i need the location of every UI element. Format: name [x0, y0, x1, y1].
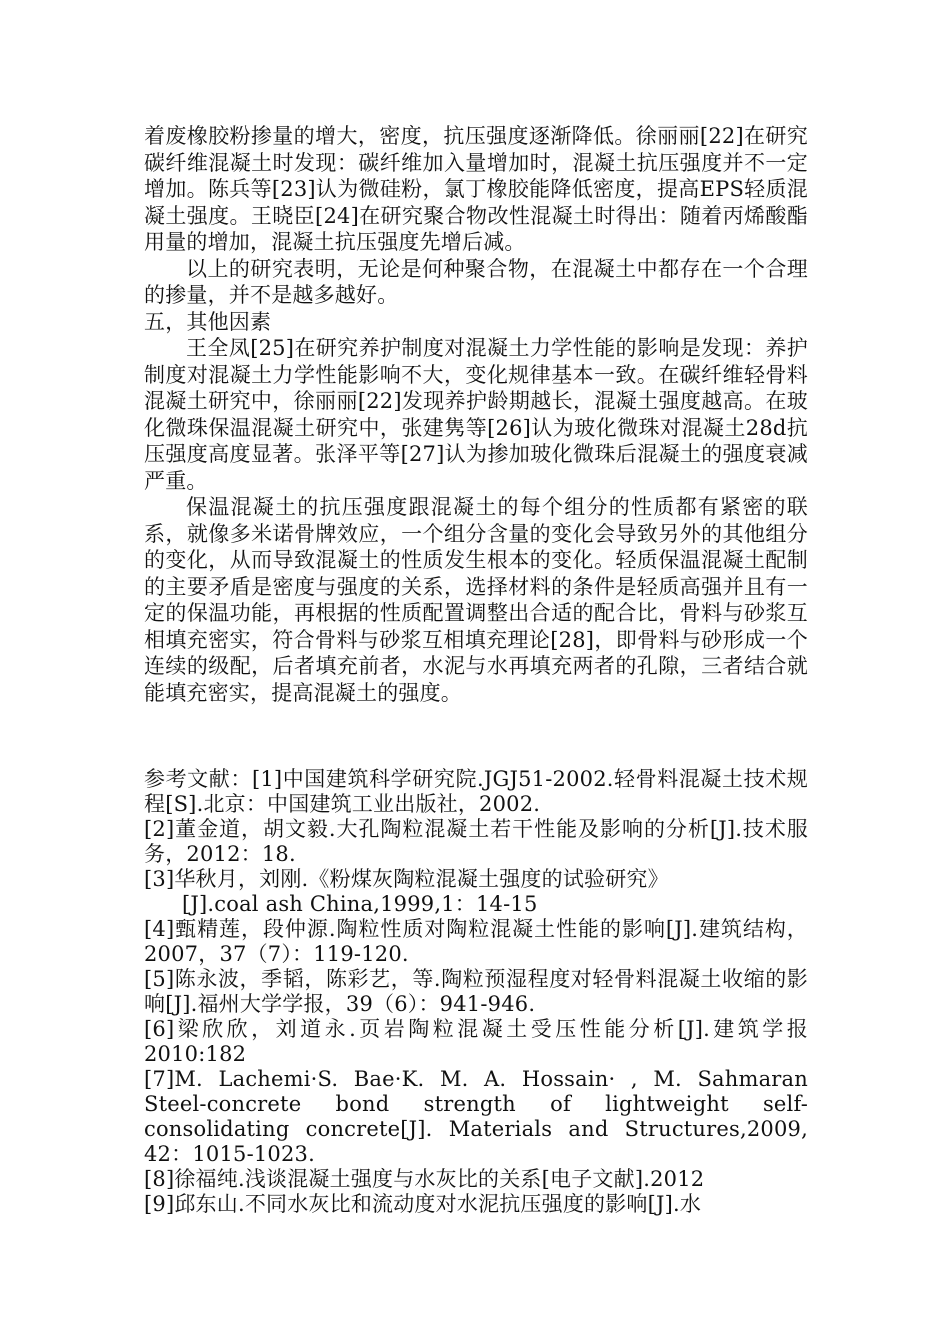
reference-7: [7]M. Lachemi·S. Bae·K. M. A. Hossain· , M. Sahmaran Steel-concrete bond strength of lightweight self-consolidating concrete[J]. Materials and Structures,2009, 42：1015-1023.	[144, 1067, 808, 1166]
body-text	[144, 123, 808, 706]
reference-2: [2]董金道，胡文毅.大孔陶粒混凝土若干性能及影响的分析[J].技术服务，2012：18.	[144, 817, 808, 866]
reference-6: [6]梁欣欣，刘道永.页岩陶粒混凝土受压性能分析[J].建筑学报2010:182	[144, 1017, 808, 1066]
paragraph-conclusion: 保温混凝土的抗压强度跟混凝土的每个组分的性质都有紧密的联系，就像多米诺骨牌效应，一个组分含量的变化会导致另外的其他组分的变化，从而导致混凝土的性质发生根本的变化。轻质保温混凝土配制的主要矛盾是密度与强度的关系，选择材料的条件是轻质高强并且有一定的保温功能，再根据的性质配置调整出合适的配合比，骨料与砂浆互相填充密实，符合骨料与砂浆互相填充理论[28]，即骨料与砂形成一个连续的级配，后者填充前者，水泥与水再填充两者的孔隙，三者结合就能填充密实，提高混凝土的强度。	[144, 495, 808, 705]
references-list	[144, 767, 808, 1217]
reference-8: [8]徐福纯.浅谈混凝土强度与水灰比的关系[电子文献].2012	[144, 1167, 705, 1191]
reference-4: [4]甄精莲，段仲源.陶粒性质对陶粒混凝土性能的影响[J].建筑结构，2007，37（7）：119-120.	[144, 917, 808, 966]
reference-3-line-1: [3]华秋月，刘刚.《粉煤灰陶粒混凝土强度的试验研究》	[144, 867, 669, 891]
paragraph-polymer-effects: 着废橡胶粉掺量的增大，密度，抗压强度逐渐降低。徐丽丽[22]在研究碳纤维混凝土时发现：碳纤维加入量增加时，混凝土抗压强度并不一定增加。陈兵等[23]认为微硅粉，氯丁橡胶能降低密度，提高EPS轻质混凝土强度。王晓臣[24]在研究聚合物改性混凝土时得出：随着丙烯酸酯用量的增加，混凝土抗压强度先增后减。	[144, 124, 808, 254]
reference-5: [5]陈永波，季韬，陈彩艺，等.陶粒预湿程度对轻骨料混凝土收缩的影响[J].福州大学学报，39（6）：941-946.	[144, 967, 808, 1016]
paragraph-polymer-summary: 以上的研究表明，无论是何种聚合物，在混凝土中都存在一个合理的掺量，并不是越多越好。	[144, 256, 808, 307]
reference-1: 参考文献：[1]中国建筑科学研究院.JGJ51-2002.轻骨料混凝土技术规程[S].北京：中国建筑工业出版社，2002.	[144, 767, 808, 816]
section-heading-other-factors: 五，其他因素	[144, 309, 272, 334]
paragraph-curing-effects: 王全凤[25]在研究养护制度对混凝土力学性能的影响是发现：养护制度对混凝土力学性能影响不大，变化规律基本一致。在碳纤维轻骨料混凝土研究中，徐丽丽[22]发现养护龄期越长，混凝土强度越高。在玻化微珠保温混凝土研究中，张建隽等[26]认为玻化微珠对混凝土28d抗压强度高度显著。张泽平等[27]认为掺加玻化微珠后混凝土的强度衰减严重。	[144, 336, 808, 493]
reference-9: [9]邱东山.不同水灰比和流动度对水泥抗压强度的影响[J].水	[144, 1192, 702, 1216]
reference-3-line-2: [J].coal ash China,1999,1：14-15	[182, 892, 538, 916]
